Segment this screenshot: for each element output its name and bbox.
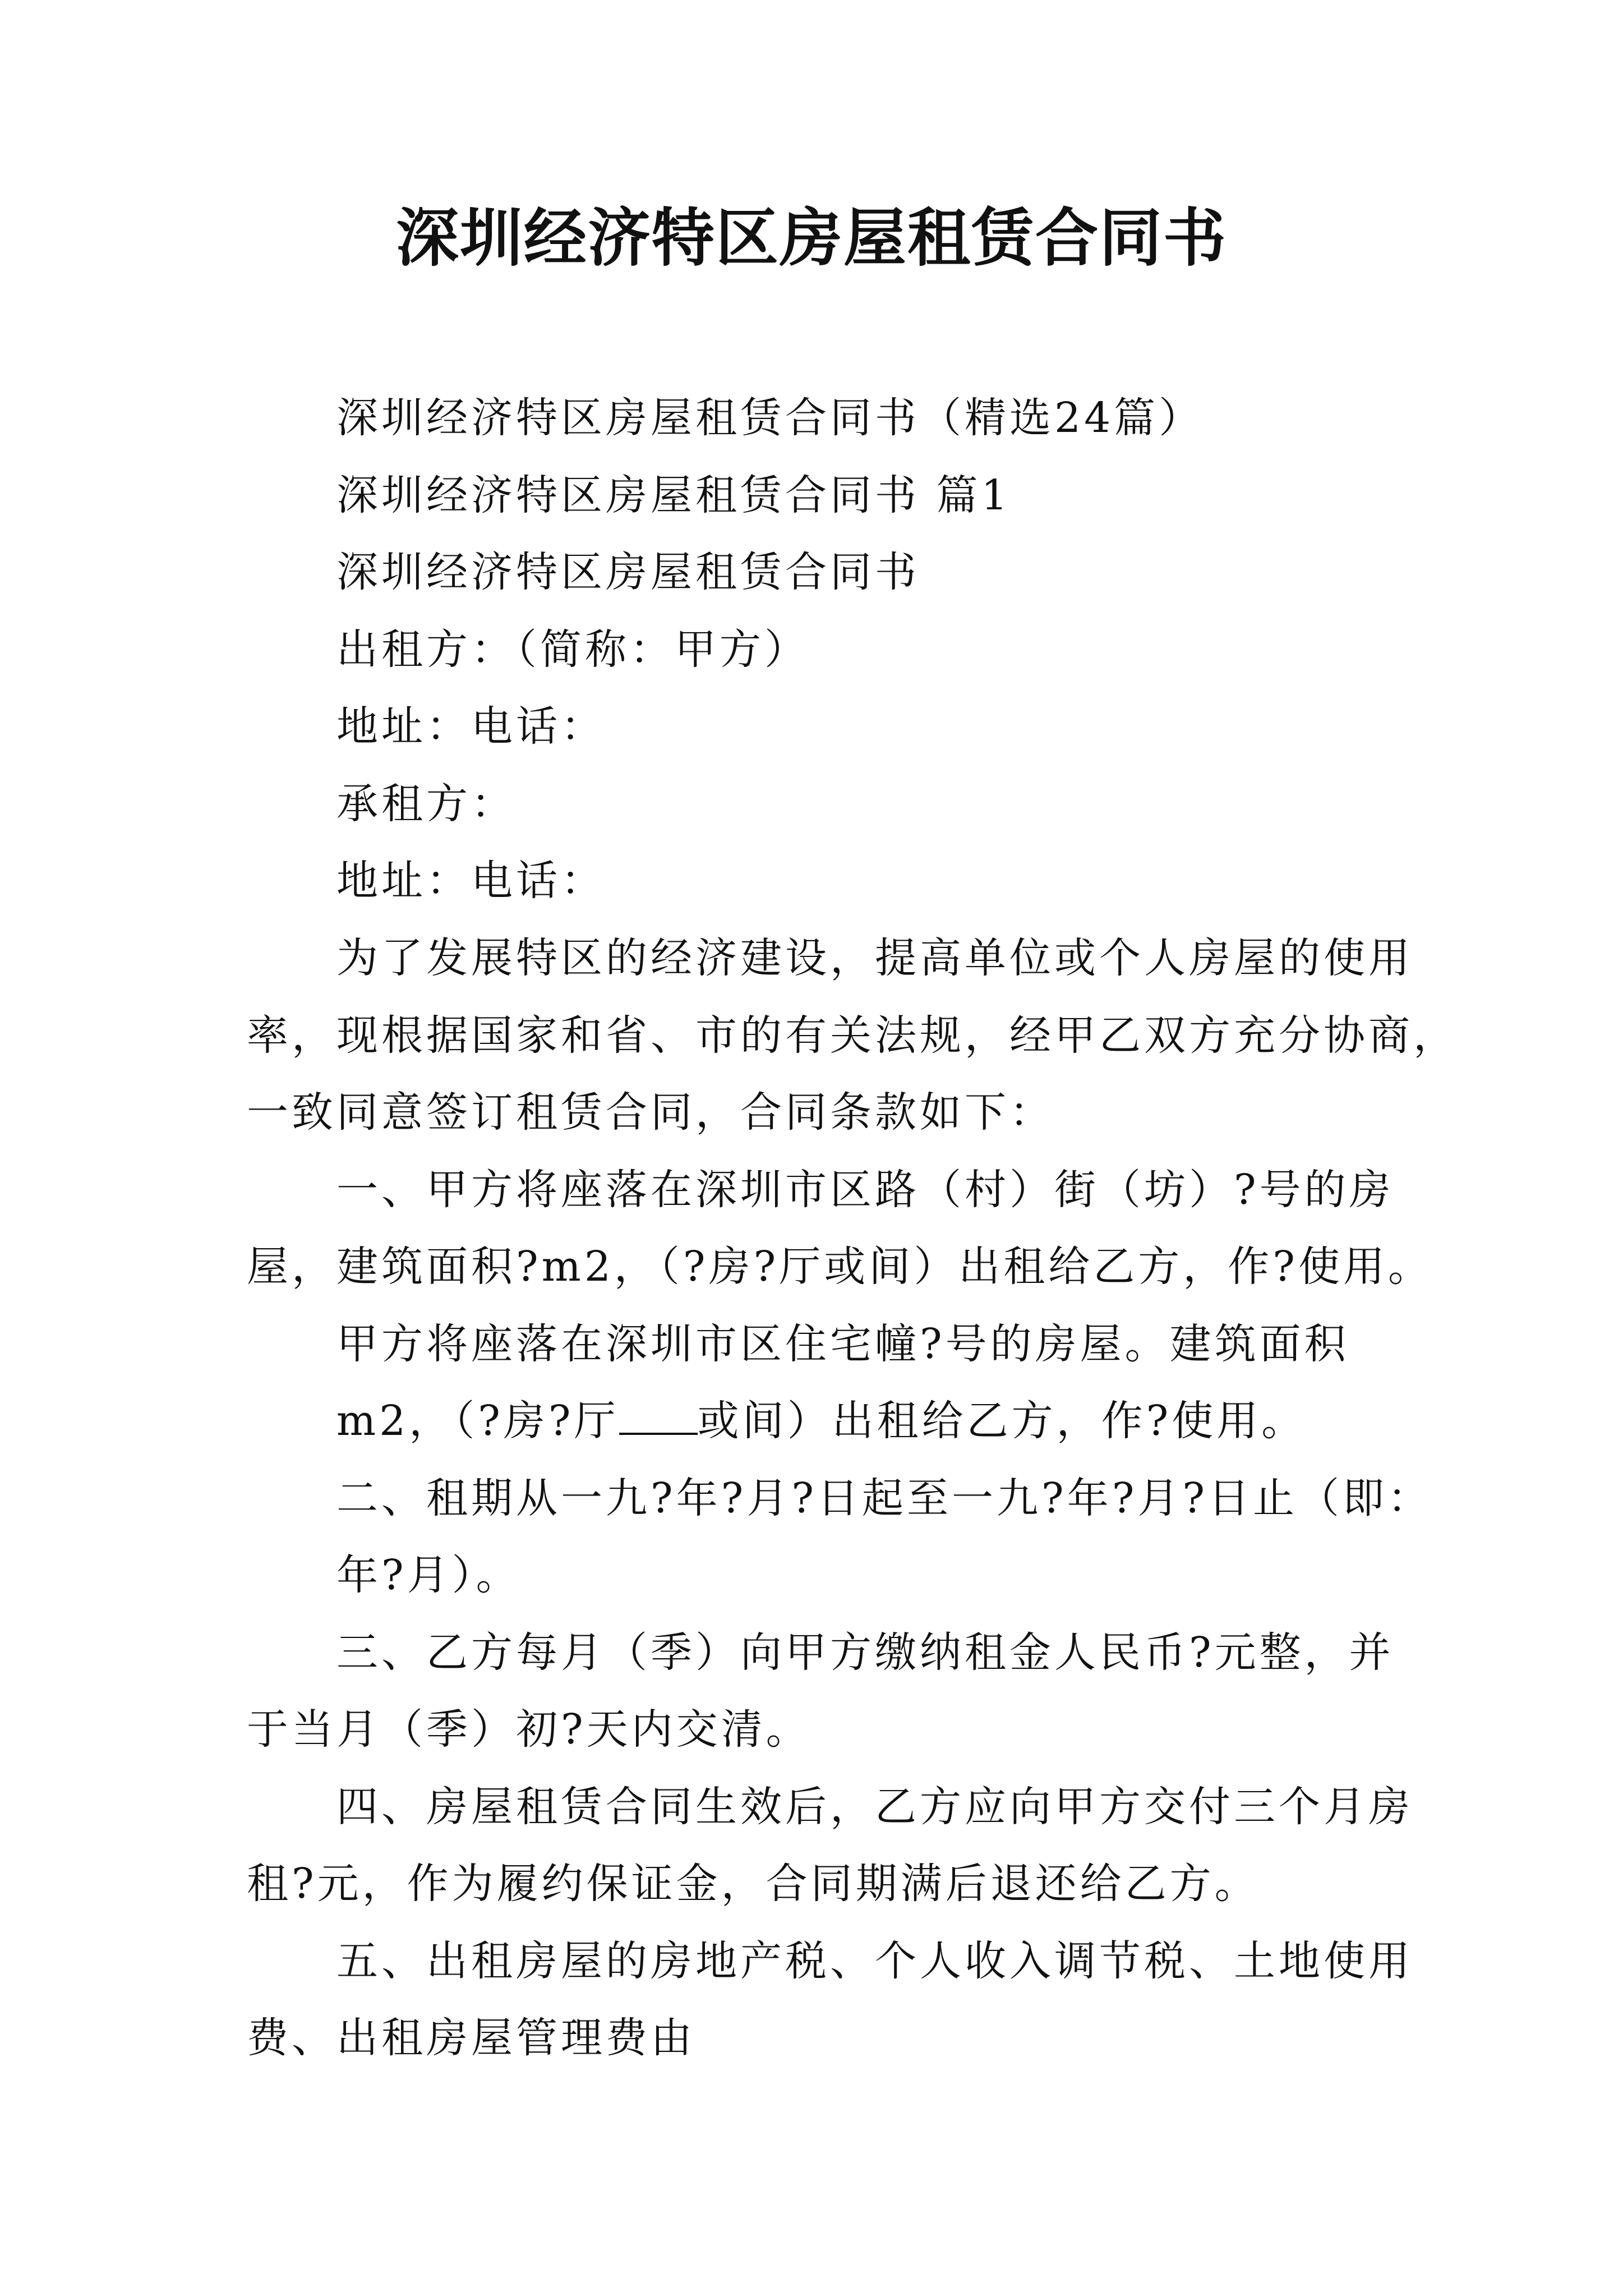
clause-3-line-2: 于当月（季）初?天内交清。 xyxy=(247,1705,811,1754)
clause-1-alt-line-1: 甲方将座落在深圳市区住宅幢?号的房屋。建筑面积 xyxy=(336,1320,1349,1368)
clause-2-line-1: 二、租期从一九?年?月?日起至一九?年?月?日止（即： xyxy=(336,1474,1433,1522)
clause-1-alt-text-after: 或间）出租给乙方，作?使用。 xyxy=(697,1397,1307,1445)
fill-in-blank xyxy=(619,1397,698,1435)
clause-3-line-1: 三、乙方每月（季）向甲方缴纳租金人民币?元整，并 xyxy=(336,1628,1394,1677)
lessor-address-line: 地址：电话： xyxy=(336,702,606,751)
clause-4-line-1: 四、房屋租赁合同生效后，乙方应向甲方交付三个月房 xyxy=(336,1783,1413,1831)
clause-1-line-2: 屋，建筑面积?m2，（?房?厅或间）出租给乙方，作?使用。 xyxy=(247,1243,1433,1291)
intro-line-3: 一致同意签订租赁合同，合同条款如下： xyxy=(247,1088,1054,1137)
clause-1-alt-line-2 xyxy=(336,1393,1306,1449)
lessee-line: 承租方： xyxy=(336,780,516,828)
chapter-heading: 深圳经济特区房屋租赁合同书 篇1 xyxy=(336,471,1011,519)
intro-line-2: 率，现根据国家和省、市的有关法规，经甲乙双方充分协商， xyxy=(247,1011,1458,1060)
lessee-address-line: 地址：电话： xyxy=(336,857,606,905)
clause-1-line-1: 一、甲方将座落在深圳市区路（村）街（坊）?号的房 xyxy=(336,1166,1394,1214)
contract-heading: 深圳经济特区房屋租赁合同书 xyxy=(336,548,920,596)
clause-5-line-2: 费、出租房屋管理费由 xyxy=(247,2014,695,2062)
clause-4-line-2: 租?元，作为履约保证金，合同期满后退还给乙方。 xyxy=(247,1860,1260,1908)
clause-2-line-2: 年?月）。 xyxy=(336,1551,521,1599)
lessor-line: 出租方：（简称：甲方） xyxy=(336,625,809,674)
intro-line-1: 为了发展特区的经济建设，提高单位或个人房屋的使用 xyxy=(336,934,1413,982)
clause-1-alt-text-before: m2，（?房?厅 xyxy=(336,1397,619,1445)
subtitle-line: 深圳经济特区房屋租赁合同书（精选24篇） xyxy=(336,394,1204,442)
document-title: 深圳经济特区房屋租赁合同书 xyxy=(396,202,1227,275)
clause-5-line-1: 五、出租房屋的房地产税、个人收入调节税、土地使用 xyxy=(336,1937,1413,1985)
